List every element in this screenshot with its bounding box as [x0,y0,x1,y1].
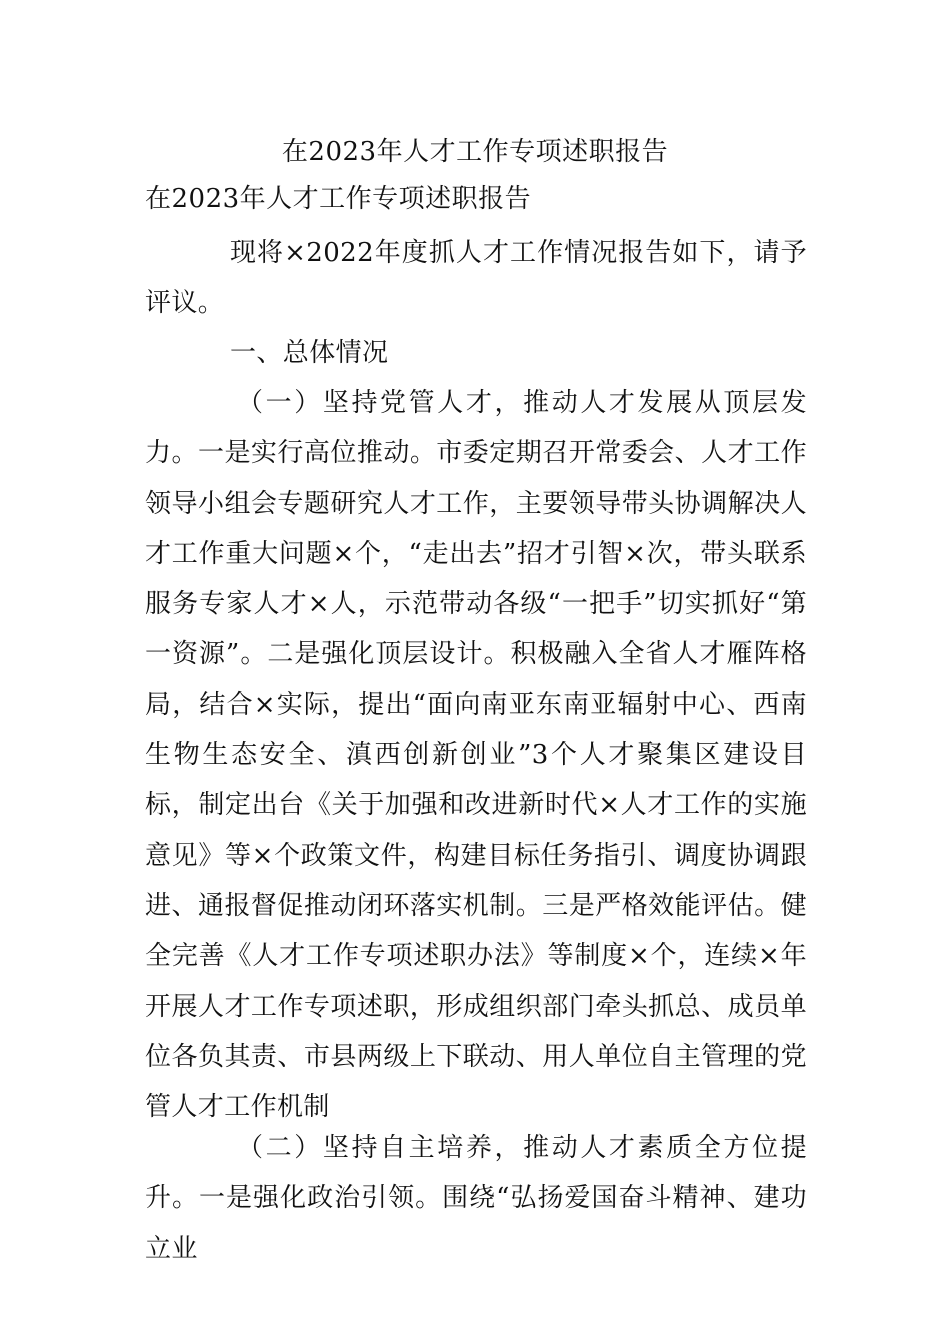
document-title: 在2023年人才工作专项述职报告 [281,137,669,167]
body-paragraph: （一）坚持党管人才，推动人才发展从顶层发力。一是实行高位推动。市委定期召开常委会、人才工作领导小组会专题研究人才工作，主要领导带头协调解决人才工作重大问题×个，“走出去”招才引智×次，带头联系服务专家人才×人，示范带动各级“一把手”切实抓好“第一资源”。二是强化顶层设计。积极融入全省人才雁阵格局，结合×实际，提出“面向南亚东南亚辐射中心、西南生物生态安全、滇西创新创业”3个人才聚集区建设目标，制定出台《关于加强和改进新时代×人才工作的实施意见》等×个政策文件，构建目标任务指引、调度协调跟进、通报督促推动闭环落实机制。三是严格效能评估。健全完善《人才工作专项述职办法》等制度×个，连续×年开展人才工作专项述职，形成组织部门牵头抓总、成员单位各负其责、市县两级上下联动、用人单位自主管理的党管人才工作机制 [145,388,807,1123]
section-heading: 一、总体情况 [230,338,389,368]
intro-paragraph: 现将×2022年度抓人才工作情况报告如下，请予评议。 [145,238,807,319]
document-subtitle: 在2023年人才工作专项述职报告 [145,184,532,214]
body-paragraph: （二）坚持自主培养，推动人才素质全方位提升。一是强化政治引领。围绕“弘扬爱国奋斗精神、建功立业 [145,1133,807,1264]
